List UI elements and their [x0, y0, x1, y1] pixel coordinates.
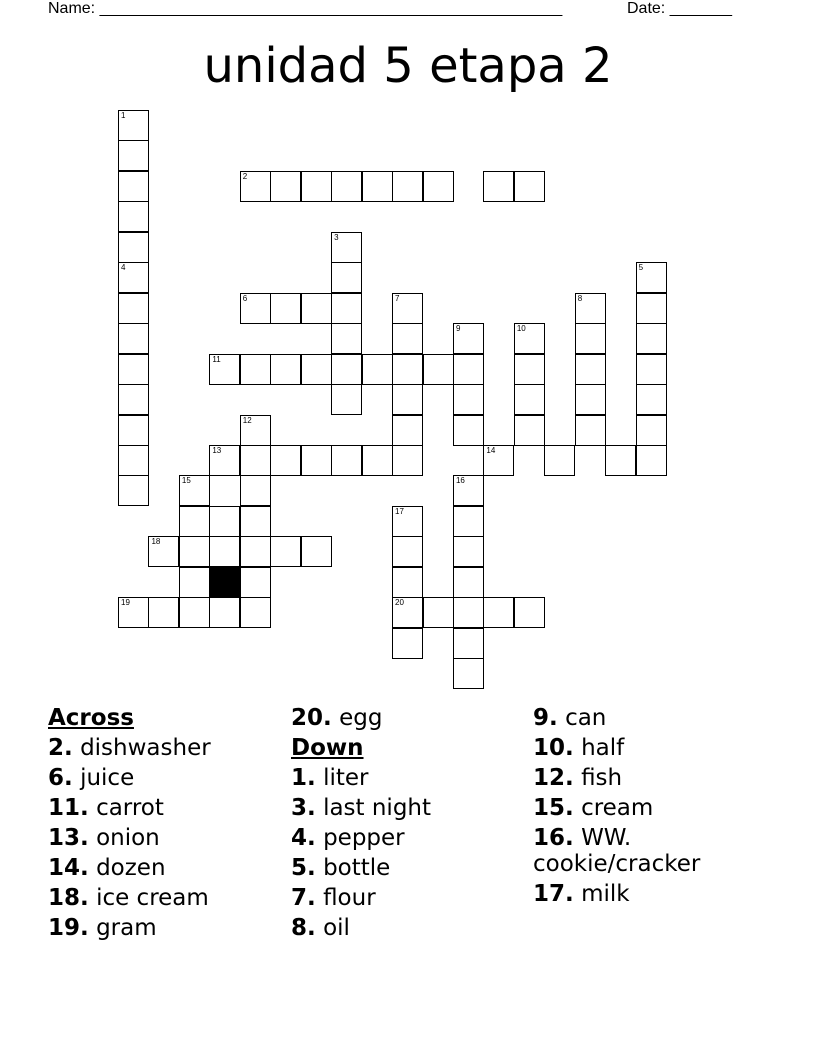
clue-number: 6.	[48, 765, 73, 791]
crossword-cell[interactable]	[118, 445, 149, 476]
crossword-cell[interactable]	[240, 171, 271, 202]
crossword-cell[interactable]	[209, 536, 240, 567]
crossword-cell[interactable]	[392, 415, 423, 446]
crossword-cell[interactable]	[453, 506, 484, 537]
crossword-cell[interactable]	[605, 445, 636, 476]
clue-item	[533, 793, 700, 823]
clue-text: flour	[323, 885, 376, 911]
crossword-cell[interactable]	[453, 415, 484, 446]
crossword-cell[interactable]	[270, 171, 301, 202]
crossword-cell[interactable]	[118, 597, 149, 628]
crossword-cell[interactable]	[575, 293, 606, 324]
clue-number: 4.	[291, 825, 316, 851]
crossword-cell[interactable]	[148, 536, 179, 567]
clue-number: 9.	[533, 705, 558, 731]
crossword-cell[interactable]	[118, 171, 149, 202]
clue-number: 13.	[48, 825, 89, 851]
crossword-cell[interactable]	[240, 415, 271, 446]
crossword-cell[interactable]	[392, 506, 423, 537]
crossword-cell[interactable]	[453, 323, 484, 354]
crossword-cell[interactable]	[118, 140, 149, 171]
clue-text: bottle	[323, 855, 391, 881]
crossword-cell[interactable]	[483, 445, 514, 476]
cell-number: 7	[395, 293, 400, 303]
clue-text-continued: cookie/cracker	[533, 851, 701, 877]
clue-text: can	[565, 705, 607, 731]
cell-number: 4	[121, 263, 126, 273]
crossword-cell[interactable]	[270, 354, 301, 385]
clue-text: onion	[96, 825, 160, 851]
clue-text: cream	[581, 795, 654, 821]
clue-text: half	[581, 735, 625, 761]
crossword-cell[interactable]	[118, 232, 149, 263]
crossword-cell[interactable]	[423, 171, 454, 202]
crossword-cell[interactable]	[118, 262, 149, 293]
cell-number: 17	[395, 506, 404, 516]
crossword-cell[interactable]	[453, 628, 484, 659]
cell-number: 19	[121, 598, 130, 608]
clue-text: fish	[581, 765, 623, 791]
crossword-cell[interactable]	[148, 597, 179, 628]
cell-number: 16	[455, 476, 465, 486]
down-heading: Down	[291, 735, 364, 761]
clue-item	[291, 823, 431, 853]
clue-text: milk	[581, 881, 630, 907]
clue-item	[291, 853, 431, 883]
clue-number: 5.	[291, 855, 316, 881]
crossword-cell[interactable]	[179, 567, 210, 598]
clue-number: 12.	[533, 765, 574, 791]
crossword-cell[interactable]	[118, 201, 149, 232]
clue-text: last night	[323, 795, 432, 821]
clue-text: egg	[339, 705, 383, 731]
cell-number: 1	[121, 111, 126, 120]
crossword-cell[interactable]	[301, 354, 332, 385]
clue-item	[291, 763, 431, 793]
crossword-cell[interactable]	[636, 323, 667, 354]
crossword-cell[interactable]	[392, 384, 423, 415]
crossword-cell[interactable]	[575, 415, 606, 446]
crossword-cell[interactable]	[636, 262, 667, 293]
crossword-cell[interactable]	[392, 323, 423, 354]
name-field-label: Name: ____________________________________________________	[48, 0, 563, 17]
crossword-cell[interactable]	[331, 384, 362, 415]
clue-item	[533, 703, 700, 733]
crossword-cell[interactable]	[453, 354, 484, 385]
crossword-cell[interactable]	[362, 354, 393, 385]
clue-number: 11.	[48, 795, 89, 821]
crossword-cell[interactable]	[392, 445, 423, 476]
across-heading: Across	[48, 705, 134, 731]
crossword-cell[interactable]	[514, 384, 545, 415]
clue-text: ice cream	[96, 885, 209, 911]
crossword-cell[interactable]	[209, 597, 240, 628]
clue-number: 17.	[533, 881, 574, 907]
crossword-cell[interactable]	[270, 293, 301, 324]
crossword-cell[interactable]	[301, 293, 332, 324]
cell-number: 12	[242, 415, 252, 425]
crossword-cell[interactable]	[514, 415, 545, 446]
clue-number: 18.	[48, 885, 89, 911]
crossword-cell[interactable]	[392, 171, 423, 202]
clue-text: dishwasher	[80, 735, 211, 761]
clue-item	[48, 733, 211, 763]
crossword-cell[interactable]	[575, 384, 606, 415]
crossword-cell[interactable]	[118, 384, 149, 415]
crossword-cell[interactable]	[453, 597, 484, 628]
clue-text: liter	[323, 765, 369, 791]
clue-text: dozen	[96, 855, 166, 881]
cell-number: 10	[516, 324, 526, 334]
page-title: unidad 5 etapa 2	[203, 38, 613, 94]
crossword-cell[interactable]	[179, 475, 210, 506]
crossword-cell[interactable]	[240, 475, 271, 506]
cell-number: 13	[212, 445, 222, 455]
crossword-cell[interactable]	[331, 323, 362, 354]
crossword-cell[interactable]	[453, 536, 484, 567]
clue-text: juice	[80, 765, 135, 791]
cell-number: 20	[395, 598, 404, 608]
clue-number: 16.	[533, 825, 574, 851]
cell-number: 8	[577, 293, 583, 303]
crossword-cell[interactable]	[179, 506, 210, 537]
cell-number: 5	[638, 263, 644, 273]
cell-number: 6	[242, 293, 248, 303]
clue-text: WW.	[581, 825, 632, 851]
clue-column-1	[48, 703, 211, 943]
crossword-cell[interactable]	[270, 536, 301, 567]
crossword-cell[interactable]	[301, 171, 332, 202]
cell-number: 9	[455, 324, 461, 334]
clue-text: carrot	[96, 795, 164, 821]
crossword-cell[interactable]	[118, 110, 149, 141]
clue-item	[291, 913, 431, 943]
cell-number: 18	[151, 537, 161, 547]
crossword-cell[interactable]	[392, 536, 423, 567]
clue-item	[48, 823, 211, 853]
crossword-cell[interactable]	[209, 354, 240, 385]
clue-column-3	[533, 703, 700, 909]
crossword-cell[interactable]	[118, 475, 149, 506]
crossword-cell[interactable]	[453, 567, 484, 598]
clue-item	[48, 853, 211, 883]
crossword-cell[interactable]	[301, 445, 332, 476]
clue-item	[533, 763, 700, 793]
crossword-cell[interactable]	[392, 293, 423, 324]
crossword-cell[interactable]	[514, 323, 545, 354]
crossword-cell[interactable]	[392, 628, 423, 659]
clue-item	[48, 883, 211, 913]
clue-item	[533, 733, 700, 763]
crossword-cell[interactable]	[118, 415, 149, 446]
clue-item	[48, 793, 211, 823]
clue-number: 8.	[291, 915, 316, 941]
clue-item	[48, 763, 211, 793]
crossword-cell[interactable]	[240, 354, 271, 385]
crossword-cell[interactable]	[240, 567, 271, 598]
date-field-label: Date: _______	[627, 0, 732, 17]
cell-number: 11	[212, 354, 221, 364]
crossword-cell[interactable]	[483, 597, 514, 628]
crossword-cell[interactable]	[636, 384, 667, 415]
clue-number: 2.	[48, 735, 73, 761]
crossword-cell[interactable]	[118, 293, 149, 324]
clue-item	[291, 703, 431, 733]
crossword-cell[interactable]	[118, 354, 149, 385]
crossword-cell[interactable]	[179, 597, 210, 628]
clue-text: pepper	[323, 825, 405, 851]
crossword-cell[interactable]	[575, 354, 606, 385]
crossword-cell[interactable]	[240, 536, 271, 567]
crossword-cell[interactable]	[636, 293, 667, 324]
clue-column-2	[291, 703, 431, 943]
cell-number: 2	[242, 171, 248, 181]
clue-number: 15.	[533, 795, 574, 821]
crossword-cell[interactable]	[240, 597, 271, 628]
crossword-cell[interactable]	[331, 354, 362, 385]
crossword-cell[interactable]	[179, 536, 210, 567]
crossword-cell[interactable]	[270, 445, 301, 476]
clue-number: 1.	[291, 765, 316, 791]
crossword-cell[interactable]	[331, 445, 362, 476]
cell-number: 14	[486, 445, 496, 455]
crossword-cell[interactable]	[636, 445, 667, 476]
crossword-cell[interactable]	[514, 597, 545, 628]
crossword-cell[interactable]	[331, 293, 362, 324]
crossword-cell[interactable]	[301, 536, 332, 567]
crossword-cell[interactable]	[453, 475, 484, 506]
clue-number: 3.	[291, 795, 316, 821]
clue-number: 14.	[48, 855, 89, 881]
clue-item	[533, 879, 700, 909]
crossword-cell[interactable]	[331, 262, 362, 293]
crossword-cell[interactable]	[118, 323, 149, 354]
clue-number: 20.	[291, 705, 332, 731]
crossword-cell[interactable]	[331, 232, 362, 263]
crossword-cell[interactable]	[362, 445, 393, 476]
clue-text: gram	[96, 915, 157, 941]
crossword-cell[interactable]	[392, 597, 423, 628]
crossword-cell[interactable]	[209, 445, 240, 476]
crossword-cell[interactable]	[575, 323, 606, 354]
clue-item	[291, 883, 431, 913]
crossword-cell[interactable]	[423, 597, 454, 628]
clue-number: 10.	[533, 735, 574, 761]
crossword-cell[interactable]	[240, 293, 271, 324]
clue-item	[291, 793, 431, 823]
clue-number: 19.	[48, 915, 89, 941]
crossword-cell[interactable]	[331, 171, 362, 202]
crossword-cell[interactable]	[483, 171, 514, 202]
crossword-cell[interactable]	[453, 384, 484, 415]
clue-number: 7.	[291, 885, 316, 911]
crossword-cell[interactable]	[362, 171, 393, 202]
crossword-cell[interactable]	[392, 567, 423, 598]
crossword-cell[interactable]	[453, 658, 484, 689]
crossword-cell[interactable]	[636, 354, 667, 385]
cell-number: 15	[181, 476, 191, 486]
crossword-cell[interactable]	[514, 171, 545, 202]
crossword-cell[interactable]	[209, 506, 240, 537]
crossword-blocked-cell	[209, 567, 240, 598]
crossword-cell[interactable]	[514, 354, 545, 385]
crossword-cell[interactable]	[636, 415, 667, 446]
crossword-cell[interactable]	[240, 445, 271, 476]
crossword-cell[interactable]	[392, 354, 423, 385]
crossword-cell[interactable]	[240, 506, 271, 537]
cell-number: 3	[334, 232, 339, 242]
clue-text: oil	[323, 915, 350, 941]
crossword-cell[interactable]	[423, 354, 454, 385]
crossword-cell[interactable]	[544, 445, 575, 476]
clue-item	[48, 913, 211, 943]
